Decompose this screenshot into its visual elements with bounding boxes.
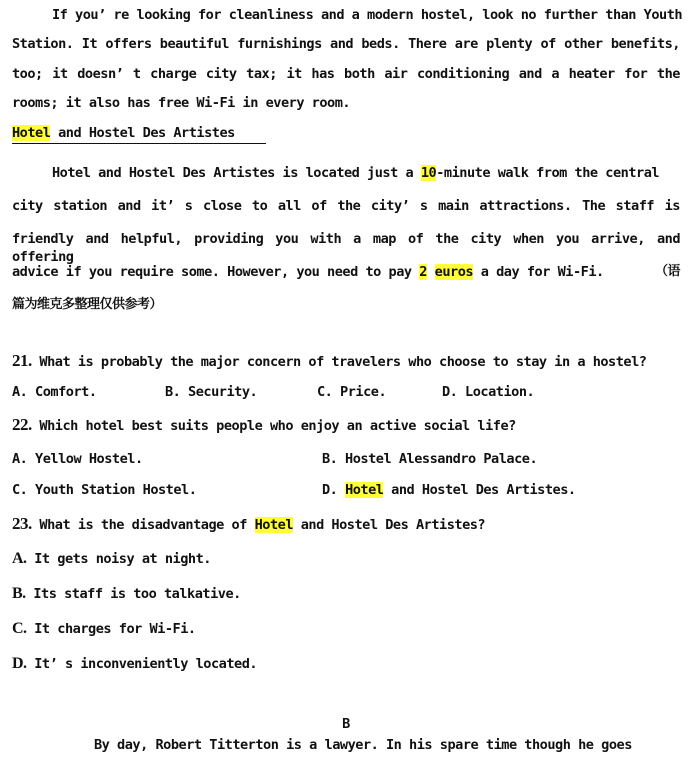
paragraph-line-3: friendly and helpful, providing you with a map of the city when you arrive, and offering — [12, 231, 680, 265]
option-text: It gets noisy at night. — [26, 551, 211, 567]
paragraph-text: advice if you require some. However, you need to pay — [12, 264, 420, 280]
paragraph-line-1 — [52, 164, 680, 182]
question-text: What is the disadvantage of — [31, 517, 255, 533]
q21-option-c: C. Price. — [317, 384, 387, 400]
passage-line-2: Station. It offers beautiful furnishings and beds. There are plenty of other benefits, — [12, 36, 680, 52]
paragraph-text — [427, 264, 435, 280]
option-text: Its staff is too talkative. — [25, 586, 241, 602]
option-letter: A. — [12, 550, 27, 567]
question-22 — [12, 416, 680, 435]
q21-option-d: D. Location. — [442, 384, 535, 400]
question-21 — [12, 352, 680, 371]
section-b-label: B — [342, 716, 350, 732]
passage-line-3: too; it doesn’ t charge city tax; it has both air conditioning and a heater for the — [12, 66, 680, 82]
section-heading — [12, 124, 680, 142]
option-letter: D. — [322, 482, 346, 498]
option-letter: D. — [12, 655, 27, 672]
q23-option-a — [12, 550, 680, 568]
q23-option-c — [12, 620, 680, 638]
q22-option-d — [322, 481, 680, 499]
passage-line-1: If you’ re looking for cleanliness and a modern hostel, look no further than Youth — [52, 7, 683, 23]
option-letter: B. — [12, 585, 26, 602]
source-note-start: （语 — [654, 264, 680, 279]
paragraph-line-4 — [12, 263, 680, 281]
question-23 — [12, 515, 680, 534]
source-note-end: 篇为维克多整理仅供参考） — [12, 297, 163, 312]
section-b-first-line: By day, Robert Titterton is a lawyer. In his spare time though he goes — [94, 737, 632, 753]
passage-line-4: rooms; it also has free Wi-Fi in every room. — [12, 95, 351, 111]
q22-option-a: A. Yellow Hostel. — [12, 451, 143, 467]
highlight-euros: euros — [434, 264, 474, 280]
heading-rest: and Hostel Des Artistes — [50, 125, 235, 141]
paragraph-text: -minute walk from the central — [436, 165, 660, 181]
q22-option-b: B. Hostel Alessandro Palace. — [322, 451, 538, 467]
q21-option-b: B. Security. — [165, 384, 258, 400]
q23-option-d — [12, 655, 680, 673]
q21-option-a: A. Comfort. — [12, 384, 97, 400]
question-number: 22. — [12, 415, 32, 434]
option-text: It’ s inconveniently located. — [26, 656, 258, 672]
question-text: What is probably the major concern of travelers who choose to stay in a hostel? — [31, 354, 647, 370]
highlight-hotel: Hotel — [345, 482, 384, 498]
question-number: 23. — [12, 514, 32, 533]
heading-highlight: Hotel — [12, 125, 51, 141]
paragraph-text: a day for Wi-Fi. — [473, 264, 604, 280]
paragraph-text: Hotel and Hostel Des Artistes is located just a — [52, 165, 421, 181]
highlight-10: 10 — [420, 165, 437, 181]
highlight-2: 2 — [419, 264, 427, 280]
paragraph-line-2: city station and it’ s close to all of the city’ s main attractions. The staff is — [12, 198, 680, 214]
option-letter: C. — [12, 620, 27, 637]
question-text: Which hotel best suits people who enjoy an active social life? — [31, 418, 516, 434]
heading-underline — [12, 143, 266, 144]
option-text: It charges for Wi-Fi. — [26, 621, 196, 637]
question-text: and Hostel Des Artistes? — [293, 517, 486, 533]
option-text: and Hostel Des Artistes. — [383, 482, 576, 498]
q23-option-b — [12, 585, 680, 603]
q22-option-c: C. Youth Station Hostel. — [12, 482, 197, 498]
highlight-hotel: Hotel — [254, 517, 294, 533]
question-number: 21. — [12, 351, 32, 370]
